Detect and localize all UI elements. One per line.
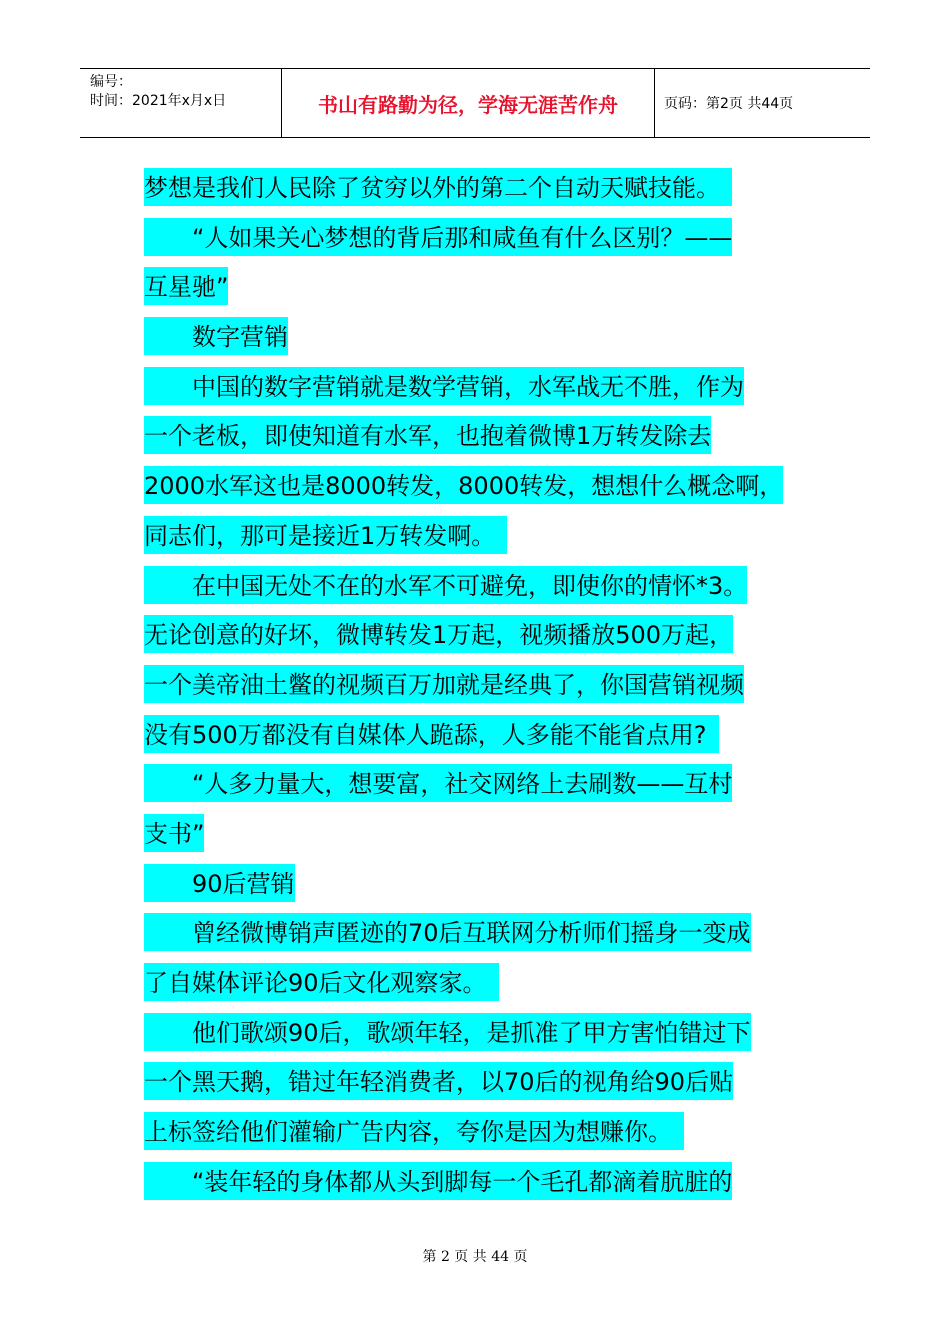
header-left-cell [90,73,226,111]
text-line [144,661,834,711]
header-divider [654,69,655,137]
highlighted-text: 2000水军这也是8000转发，8000转发，想想什么概念啊， [144,466,783,504]
text-line [144,512,834,562]
text-line [144,959,834,1009]
section-heading: 90后营销 [144,864,295,902]
header-motto: 书山有路勤为径，学海无涯苦作舟 [318,92,618,117]
text-line [144,1158,834,1208]
document-body [144,164,834,1207]
text-line [144,611,834,661]
highlighted-text: 一个美帝油土鳖的视频百万加就是经典了，你国营销视频 [144,665,744,703]
text-line [144,810,834,860]
highlighted-text: 在中国无处不在的水军不可避免，即使你的情怀*3。 [144,566,747,604]
text-line [144,562,834,612]
highlighted-text: “人多力量大，想要富，社交网络上去刷数——互村 [144,764,732,802]
highlighted-text: “装年轻的身体都从头到脚每一个毛孔都滴着肮脏的 [144,1162,732,1200]
highlighted-text: 中国的数字营销就是数学营销，水军战无不胜，作为 [144,367,744,405]
highlighted-text: 上标签给他们灌输广告内容，夸你是因为想赚你。 [144,1112,684,1150]
page-header [80,68,870,138]
text-line [144,909,834,959]
highlighted-text: 互星驰” [144,267,228,305]
text-line [144,1009,834,1059]
highlighted-text: 支书” [144,814,204,852]
text-line [144,263,834,313]
page-footer: 第 2 页 共 44 页 [422,1249,528,1265]
highlighted-text: 无论创意的好坏，微博转发1万起，视频播放500万起， [144,615,733,653]
text-line [144,313,834,363]
highlighted-text: 了自媒体评论90后文化观察家。 [144,963,499,1001]
text-line [144,412,834,462]
number-label: 编号： [90,74,132,90]
highlighted-text: 没有500万都没有自媒体人跪舔，人多能不能省点用? [144,715,719,753]
text-line [144,860,834,910]
highlighted-text: “人如果关心梦想的背后那和咸鱼有什么区别？—— [144,218,732,256]
highlighted-text: 同志们，那可是接近1万转发啊。 [144,516,507,554]
text-line [144,1108,834,1158]
highlighted-text: 梦想是我们人民除了贫穷以外的第二个自动天赋技能。 [144,168,732,206]
text-line [144,214,834,264]
text-line [144,462,834,512]
highlighted-text: 一个黑天鹅，错过年轻消费者，以70后的视角给90后贴 [144,1062,733,1100]
highlighted-text: 曾经微博销声匿迹的70后互联网分析师们摇身一变成 [144,913,751,951]
time-label: 时间：2021年x月x日 [90,93,227,109]
text-line [144,760,834,810]
section-heading: 数字营销 [144,317,288,355]
highlighted-text: 一个老板，即使知道有水军，也抱着微博1万转发除去 [144,416,711,454]
text-line [144,164,834,214]
text-line [144,363,834,413]
text-line [144,1058,834,1108]
text-line [144,711,834,761]
header-page-info: 页码：第2页 共44页 [664,96,794,112]
highlighted-text: 他们歌颂90后，歌颂年轻，是抓准了甲方害怕错过下 [144,1013,751,1051]
